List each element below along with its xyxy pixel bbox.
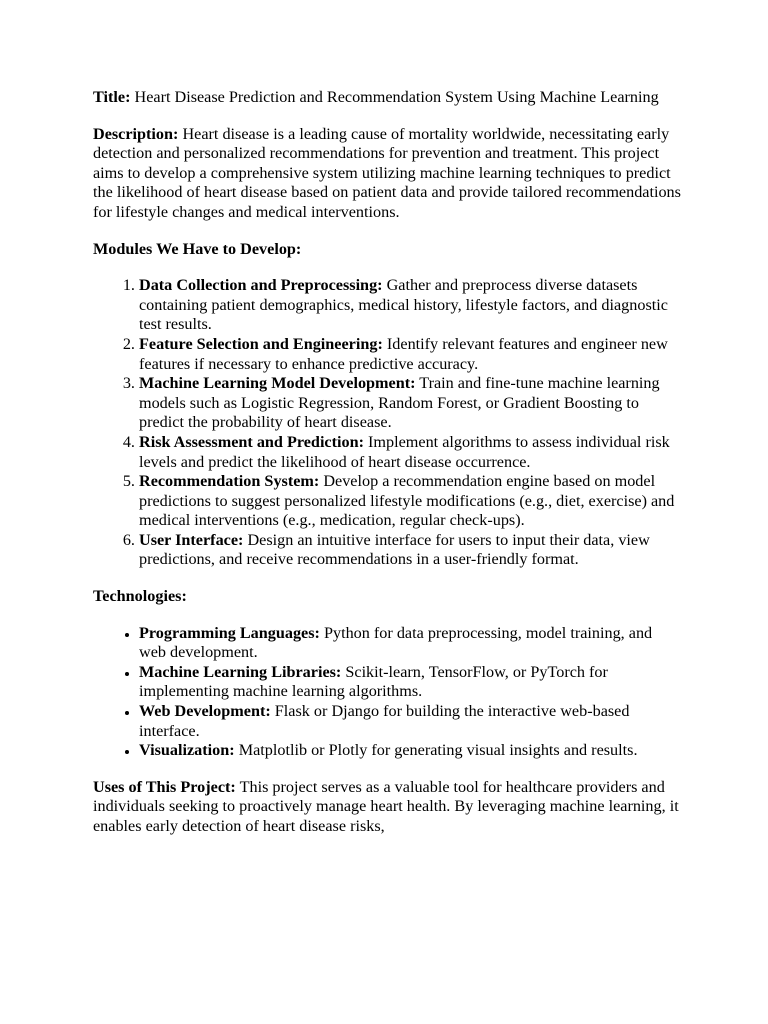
- title-label: Title:: [93, 88, 131, 106]
- technology-text: Scikit-learn, TensorFlow, or PyTorch for implementing machine learning algorithms.: [139, 662, 608, 701]
- document-title: [93, 88, 683, 108]
- module-label: Feature Selection and Engineering:: [139, 334, 383, 353]
- modules-heading: Modules We Have to Develop:: [93, 239, 302, 258]
- module-label: Risk Assessment and Prediction:: [139, 432, 364, 451]
- module-label: Machine Learning Model Development:: [139, 374, 416, 393]
- description-label: Description:: [93, 124, 179, 143]
- technology-text: Python for data preprocessing, model training, and web development.: [139, 623, 653, 662]
- technologies-heading: Technologies:: [93, 587, 187, 606]
- technology-item: [139, 663, 683, 702]
- module-label: User Interface:: [139, 530, 244, 549]
- module-item: [139, 374, 683, 433]
- document-page: [93, 88, 683, 837]
- module-item: [139, 531, 683, 570]
- uses-text: This project serves as a valuable tool for healthcare providers and individuals seeking to proactively manage heart health. By leveraging machine learning, it enables early detection of heart disease risks,: [93, 777, 679, 835]
- technology-text: Matplotlib or Plotly for generating visual insights and results.: [238, 741, 638, 760]
- module-item: [139, 472, 683, 531]
- module-item: [139, 433, 683, 472]
- module-label: Data Collection and Preprocessing:: [139, 276, 383, 295]
- module-text: Design an intuitive interface for users to input their data, view predictions, and receive recommendations in a user-friendly format.: [139, 530, 650, 569]
- module-text: Identify relevant features and engineer new features if necessary to enhance predictive accuracy.: [139, 334, 668, 373]
- title-text: Heart Disease Prediction and Recommendation System Using Machine Learning: [134, 88, 659, 106]
- uses-label: Uses of This Project:: [93, 777, 236, 796]
- module-item: [139, 276, 683, 335]
- technologies-list: [93, 624, 683, 761]
- description-text: Heart disease is a leading cause of mortality worldwide, necessitating early detection and personalized recommendations for prevention and treatment. This project aims to develop a comprehensive system utilizing machine learning techniques to predict the likelihood of heart disease based on patient data and provide tailored recommendations for lifestyle changes and medical interventions.: [93, 124, 681, 221]
- modules-list: [93, 276, 683, 570]
- technology-label: Programming Languages:: [139, 623, 320, 642]
- technology-item: [139, 741, 683, 761]
- uses-paragraph: [93, 778, 683, 837]
- module-text: Develop a recommendation engine based on model predictions to suggest personalized lifestyle modifications (e.g., diet, exercise) and medical interventions (e.g., medication, regular check-ups).: [139, 472, 675, 530]
- technology-label: Visualization:: [139, 741, 235, 760]
- module-text: Gather and preprocess diverse datasets containing patient demographics, medical history, lifestyle factors, and diagnostic test results.: [139, 276, 668, 334]
- technology-item: [139, 624, 683, 663]
- module-text: Implement algorithms to assess individual risk levels and predict the likelihood of heart disease occurrence.: [139, 432, 670, 471]
- module-text: Train and fine-tune machine learning models such as Logistic Regression, Random Forest, or Gradient Boosting to predict the probability of heart disease.: [139, 374, 660, 432]
- technology-text: Flask or Django for building the interactive web-based interface.: [139, 702, 630, 740]
- module-label: Recommendation System:: [139, 472, 320, 491]
- technology-label: Machine Learning Libraries:: [139, 662, 342, 681]
- description-paragraph: [93, 125, 683, 223]
- technology-label: Web Development:: [139, 702, 271, 721]
- technology-item: [139, 702, 683, 741]
- module-item: [139, 335, 683, 374]
